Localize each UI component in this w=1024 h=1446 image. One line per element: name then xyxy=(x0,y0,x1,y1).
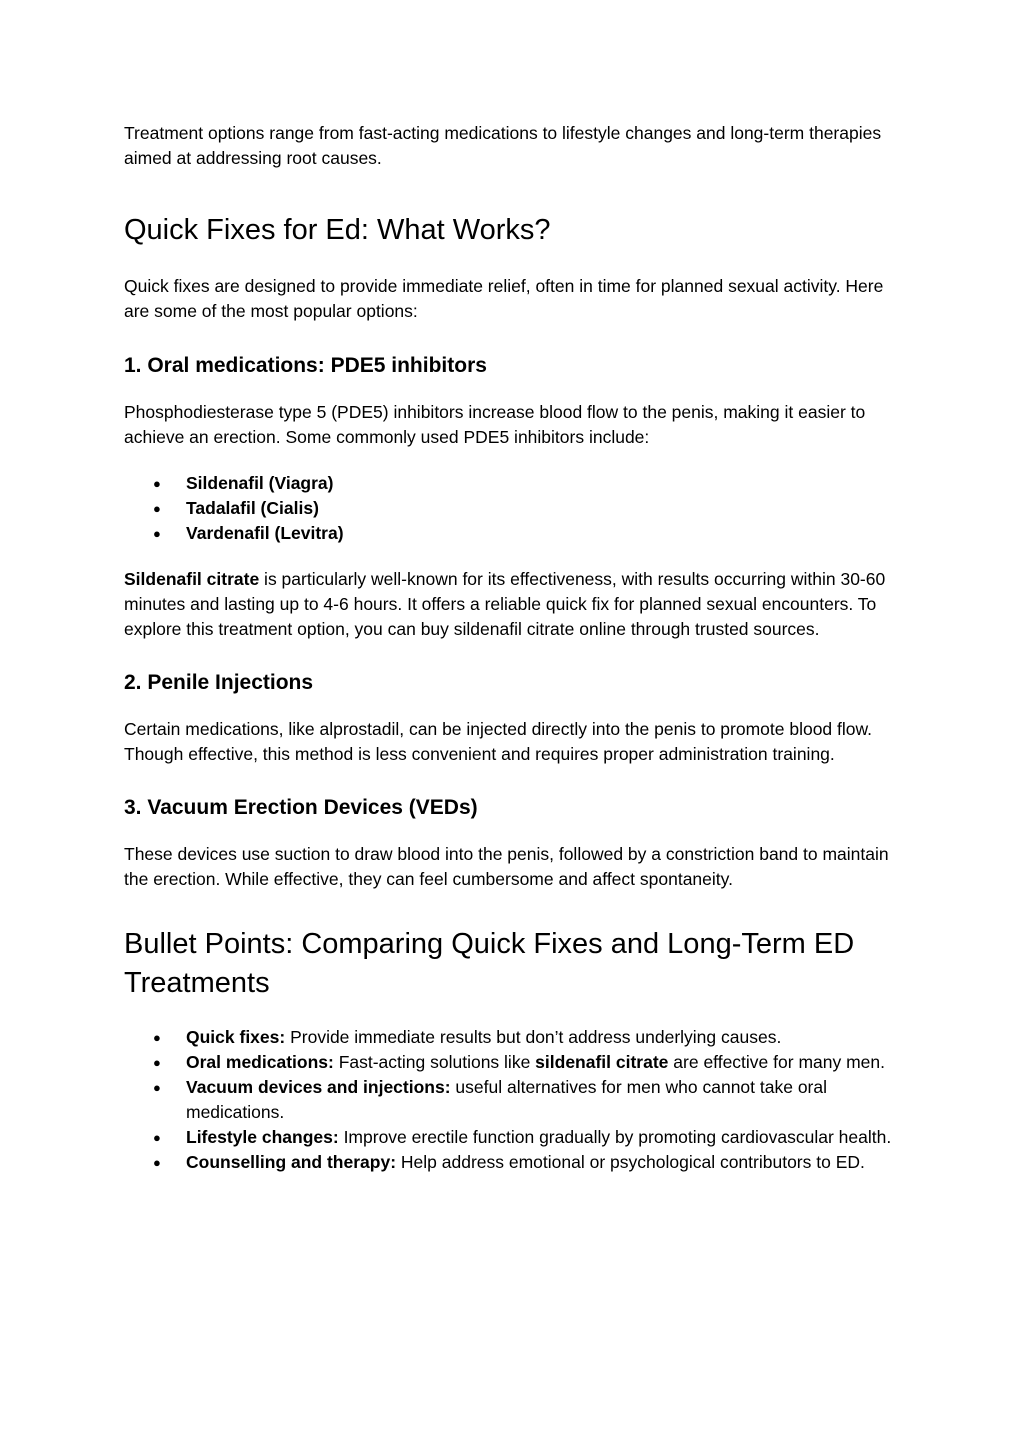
section-heading-quick-fixes: Quick Fixes for Ed: What Works? xyxy=(124,214,551,246)
list-item-label: Quick fixes: xyxy=(186,1027,286,1047)
list-item xyxy=(124,1125,904,1150)
list-item-text: Fast-acting solutions like xyxy=(333,1052,536,1072)
oral-medications-paragraph: Phosphodiesterase type 5 (PDE5) inhibitors increase blood flow to the penis, making it easier to achieve an erection. Some commonly used PDE5 inhibitors include: xyxy=(124,402,866,447)
bullet-icon: ● xyxy=(153,1030,161,1045)
subheading-penile-injections: 2. Penile Injections xyxy=(124,671,314,694)
bullet-icon: ● xyxy=(153,1130,161,1145)
sildenafil-paragraph-text: is particularly well-known for its effectiveness, with results occurring within 30-60 minutes and lasting up to 4-6 hours. It offers a reliable quick fix for planned sexual encounters. To explore this treatment option, you can buy sildenafil citrate online through trusted sources. xyxy=(124,569,886,639)
document-page xyxy=(124,121,904,1175)
subheading-oral-medications: 1. Oral medications: PDE5 inhibitors xyxy=(124,354,487,377)
list-item xyxy=(124,496,904,521)
list-item-text: Vardenafil (Levitra) xyxy=(186,523,344,543)
bullet-icon: ● xyxy=(153,476,161,491)
list-item-bold-term: sildenafil citrate xyxy=(535,1052,669,1072)
intro-paragraph: Treatment options range from fast-acting medications to lifestyle changes and long-term therapies aimed at addressing root causes. xyxy=(124,123,882,168)
list-item-text: Help address emotional or psychological contributors to ED. xyxy=(396,1152,865,1172)
list-item xyxy=(124,1150,904,1175)
sildenafil-bold-term: Sildenafil citrate xyxy=(124,569,260,589)
list-item-text: Improve erectile function gradually by promoting cardiovascular health. xyxy=(338,1127,892,1147)
list-item-text: Sildenafil (Viagra) xyxy=(186,473,334,493)
list-item-label: Vacuum devices and injections: xyxy=(186,1077,451,1097)
list-item xyxy=(124,1075,904,1125)
list-item-text: Tadalafil (Cialis) xyxy=(186,498,319,518)
list-item xyxy=(124,1050,904,1075)
section-heading-comparison: Bullet Points: Comparing Quick Fixes and Long-Term ED Treatments xyxy=(124,928,855,999)
bullet-icon: ● xyxy=(153,526,161,541)
list-item-text: are effective for many men. xyxy=(668,1052,886,1072)
subheading-vacuum-devices: 3. Vacuum Erection Devices (VEDs) xyxy=(124,796,478,819)
quick-fixes-paragraph: Quick fixes are designed to provide immediate relief, often in time for planned sexual activity. Here are some of the most popular options: xyxy=(124,276,884,321)
list-item-label: Lifestyle changes: xyxy=(186,1127,339,1147)
list-item xyxy=(124,1025,904,1050)
list-item-text: Provide immediate results but don’t address underlying causes. xyxy=(285,1027,782,1047)
list-item-label: Counselling and therapy: xyxy=(186,1152,397,1172)
bullet-icon: ● xyxy=(153,501,161,516)
sildenafil-paragraph xyxy=(124,567,904,642)
bullet-icon: ● xyxy=(153,1055,161,1070)
list-item xyxy=(124,521,904,546)
list-item xyxy=(124,471,904,496)
pde5-inhibitor-list xyxy=(124,471,904,546)
comparison-bullet-list xyxy=(124,1025,904,1175)
bullet-icon: ● xyxy=(153,1155,161,1170)
list-item-label: Oral medications: xyxy=(186,1052,334,1072)
penile-injections-paragraph: Certain medications, like alprostadil, can be injected directly into the penis to promote blood flow. Though effective, this method is less convenient and requires proper administration training. xyxy=(124,719,873,764)
vacuum-devices-paragraph: These devices use suction to draw blood into the penis, followed by a constriction band to maintain the erection. While effective, they can feel cumbersome and affect spontaneity. xyxy=(124,844,889,889)
bullet-icon: ● xyxy=(153,1080,161,1095)
list-item-text: useful alternatives for men who cannot take oral medications. xyxy=(186,1077,828,1122)
